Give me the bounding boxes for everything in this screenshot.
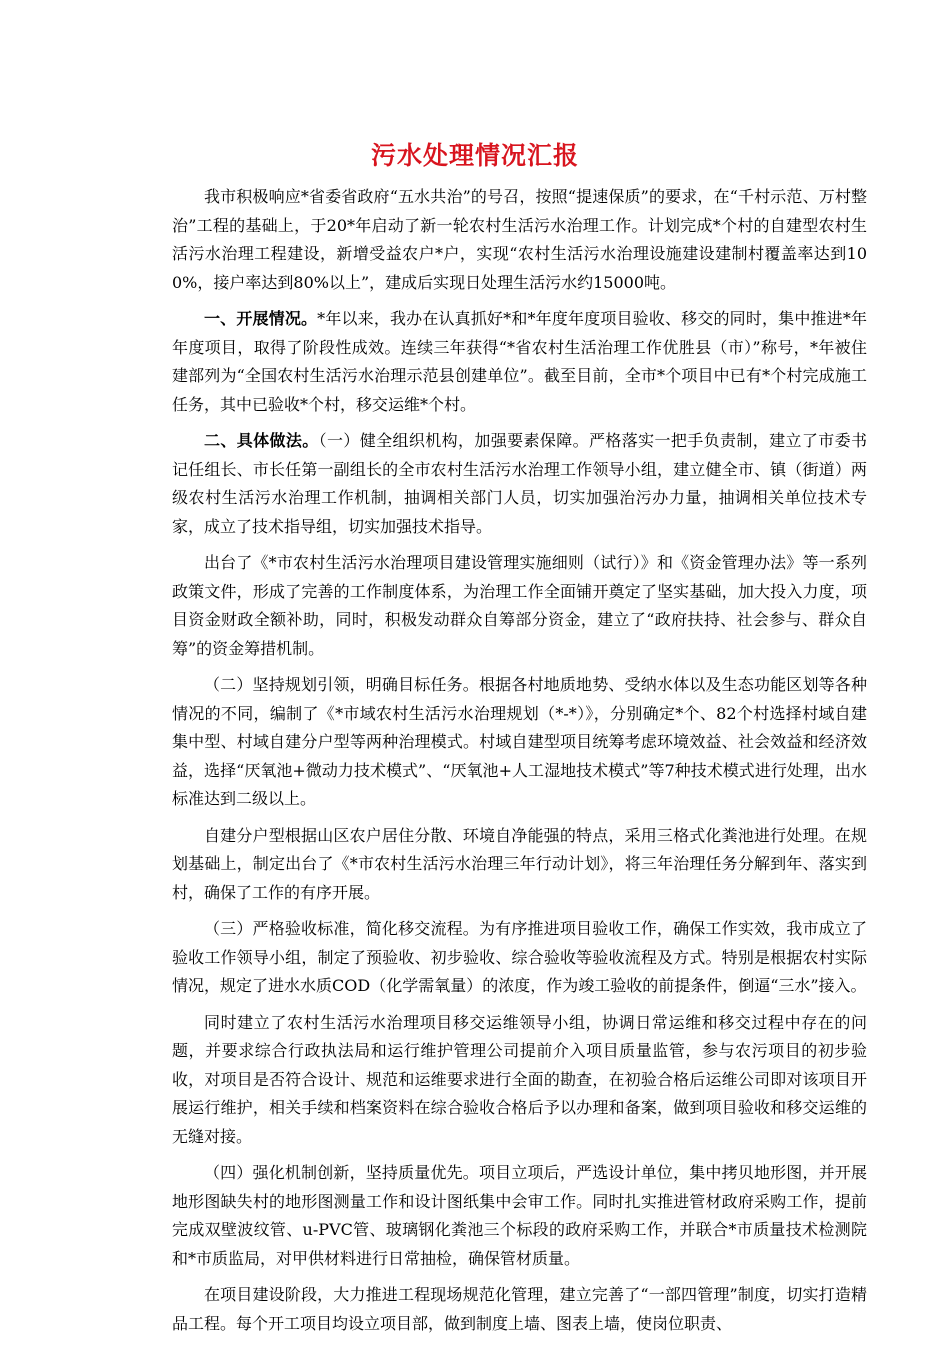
paragraph-text: 在项目建设阶段，大力推进工程现场规范化管理，建立完善了“一部四管理”制度，切实打造精品工程。每个开工项目均设立项目部，做到制度上墙、图表上墙，使岗位职责、 bbox=[172, 1285, 867, 1333]
paragraph-planning bbox=[172, 671, 867, 814]
paragraph-section-two bbox=[172, 427, 867, 541]
section-heading: 一、开展情况。 bbox=[204, 309, 318, 328]
paragraph-policy bbox=[172, 549, 867, 663]
document-title: 污水处理情况汇报 bbox=[370, 141, 579, 170]
paragraph-text: 我市积极响应*省委省政府“五水共治”的号召，按照“提速保质”的要求，在“千村示范、万村整治”工程的基础上，于20*年启动了新一轮农村生活污水治理工作。计划完成*个村的自建型农村生活污水治理工程建设，新增受益农户*户，实现“农村生活污水治理设施建设建制村覆盖率达到100%，接户率达到80%以上”，建成后实现日处理生活污水约15000吨。 bbox=[172, 187, 867, 292]
paragraph-acceptance bbox=[172, 915, 867, 1001]
paragraph-household bbox=[172, 822, 867, 908]
paragraph-handover bbox=[172, 1009, 867, 1152]
paragraph-text: *年以来，我办在认真抓好*和*年度年度项目验收、移交的同时，集中推进*年年度项目，取得了阶段性成效。连续三年获得“*省农村生活治理工作优胜县（市）”称号，*年被住建部列为“全国农村生活污水治理示范县创建单位”。截至目前，全市*个项目中已有*个村完成施工任务，其中已验收*个村，移交运维*个村。 bbox=[172, 309, 867, 414]
paragraph-text: （二）坚持规划引领，明确目标任务。根据各村地质地势、受纳水体以及生态功能区划等各种情况的不同，编制了《*市域农村生活污水治理规划（*-*）》，分别确定*个、82个村选择村域自建集中型、村域自建分户型等两种治理模式。村域自建型项目统筹考虑环境效益、社会效益和经济效益，选择“厌氧池+微动力技术模式”、“厌氧池+人工湿地技术模式”等7种技术模式进行处理，出水标准达到二级以上。 bbox=[172, 675, 867, 808]
paragraph-text: （四）强化机制创新，坚持质量优先。项目立项后，严选设计单位，集中拷贝地形图，并开展地形图缺失村的地形图测量工作和设计图纸集中会审工作。同时扎实推进管材政府采购工作，提前完成双壁波纹管、u-PVC管、玻璃钢化粪池三个标段的政府采购工作，并联合*市质量技术检测院和*市质监局，对甲供材料进行日常抽检，确保管材质量。 bbox=[172, 1163, 867, 1268]
paragraph-section-one bbox=[172, 305, 867, 419]
paragraph-text: 出台了《*市农村生活污水治理项目建设管理实施细则（试行）》和《资金管理办法》等一系列政策文件，形成了完善的工作制度体系，为治理工作全面铺开奠定了坚实基础，加大投入力度，项目资金财政全额补助，同时，积极发动群众自筹部分资金，建立了“政府扶持、社会参与、群众自筹”的资金筹措机制。 bbox=[172, 553, 867, 658]
paragraph-text: （三）严格验收标准，简化移交流程。为有序推进项目验收工作，确保工作实效，我市成立了验收工作领导小组，制定了预验收、初步验收、综合验收等验收流程及方式。特别是根据农村实际情况，规定了进水水质COD（化学需氧量）的浓度，作为竣工验收的前提条件，倒逼“三水”接入。 bbox=[172, 919, 867, 995]
paragraph-intro bbox=[172, 183, 867, 297]
paragraph-text: （一）健全组织机构，加强要素保障。严格落实一把手负责制，建立了市委书记任组长、市长任第一副组长的全市农村生活污水治理工作领导小组，建立健全市、镇（街道）两级农村生活污水治理工作机制，抽调相关部门人员，切实加强治污办力量，抽调相关单位技术专家，成立了技术指导组，切实加强技术指导。 bbox=[172, 431, 867, 536]
section-heading: 二、具体做法。 bbox=[204, 431, 319, 450]
paragraph-construction bbox=[172, 1281, 867, 1338]
paragraph-text: 自建分户型根据山区农户居住分散、环境自净能强的特点，采用三格式化粪池进行处理。在规划基础上，制定出台了《*市农村生活污水治理三年行动计划》，将三年治理任务分解到年、落实到村，确保了工作的有序开展。 bbox=[172, 825, 867, 902]
paragraph-mechanism bbox=[172, 1159, 867, 1273]
document-body bbox=[172, 183, 867, 1346]
paragraph-text: 同时建立了农村生活污水治理项目移交运维领导小组，协调日常运维和移交过程中存在的问题，并要求综合行政执法局和运行维护管理公司提前介入项目质量监管，参与农污项目的初步验收，对项目是否符合设计、规范和运维要求进行全面的勘查，在初验合格后运维公司即对该项目开展运行维护，相关手续和档案资料在综合验收合格后予以办理和备案，做到项目验收和移交运维的无缝对接。 bbox=[172, 1012, 867, 1146]
